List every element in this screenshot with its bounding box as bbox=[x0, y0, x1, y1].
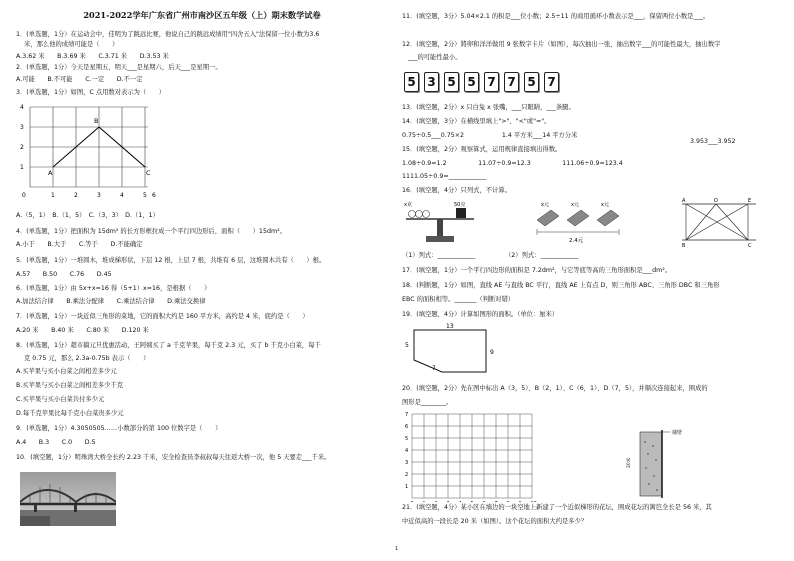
question-8-option-c: C.买苹果与买小白菜共付多少元 bbox=[16, 396, 105, 403]
page-number: 1 bbox=[395, 546, 399, 552]
svg-text:5: 5 bbox=[143, 192, 147, 199]
question-8-cont: 克 0.75 元，那么 2.3a-0.75b 表示（ ） bbox=[24, 355, 150, 362]
question-14-right: 3.953___3.952 bbox=[690, 138, 736, 145]
number-card: 7 bbox=[544, 72, 559, 92]
question-7: 7．(单选题，1分）一块近似三角形的菜地，它的面积大约是 160 平方米，高约是 4 米，底约是（ ） bbox=[16, 313, 309, 320]
svg-text:x克: x克 bbox=[404, 202, 412, 208]
svg-text:6: 6 bbox=[152, 192, 156, 199]
question-15: 15．(填空题，2分）观察算式，运用规律直接填出得数。 bbox=[402, 146, 562, 153]
question-18-cont: EBC 的面积相等。_______（判断对错） bbox=[402, 296, 515, 303]
dimension-label: 5 bbox=[405, 342, 409, 349]
x-tick-label bbox=[507, 501, 510, 502]
grid-figure-q3 bbox=[18, 97, 158, 209]
question-8-option-a: A.买苹果与买小白菜之间相差多少元 bbox=[16, 368, 117, 375]
wall-label: 墙壁 bbox=[672, 430, 683, 436]
question-21-cont: 中近似高的一段长是 20 米（如图）。这个花坛的面积大约是多少？ bbox=[402, 518, 588, 525]
question-20: 20．(填空题，2分）先在图中标出 A（3，5）、B（2，1）、C（6，1）、D（7，5），并顺次连接起来，围成的 bbox=[402, 385, 708, 392]
dimension-label: 13 bbox=[446, 323, 454, 330]
question-5: 5．(单选题，1分）一堆圆木，堆成梯形状，下层 12 根，上层 7 根，共堆有 6 层，这堆圆木共有（ ）根。 bbox=[16, 257, 326, 264]
question-8-option-d: D.每千克苹果比每千克小白菜贵多少元 bbox=[16, 410, 124, 417]
x-tick-label bbox=[411, 501, 414, 502]
question-3: 3．(单选题，1分）如图，C 点用数对表示为（ ） bbox=[16, 89, 166, 96]
svg-text:x元: x元 bbox=[571, 202, 579, 208]
number-card: 3 bbox=[424, 72, 439, 92]
question-16-answer-2: （2）列式：____________ bbox=[505, 252, 579, 259]
question-3-options: A.（5，1） B.（1，5） C.（3，3） D.（1，1） bbox=[16, 212, 159, 219]
point-c-label: C bbox=[748, 243, 752, 248]
svg-text:0: 0 bbox=[22, 192, 26, 199]
svg-text:4: 4 bbox=[120, 192, 124, 199]
x-tick-label bbox=[459, 501, 462, 502]
y-tick-label: 1 bbox=[405, 484, 409, 490]
question-12: 12．(填空题，2分）將卵和洋洋做用 9 张数字卡片（如图），每次抽出一张，抽出数字___的可能性最大，抽出数字 bbox=[402, 41, 721, 48]
x-tick-label bbox=[519, 501, 522, 502]
parallel-triangles-figure bbox=[676, 196, 760, 248]
number-card: 7 bbox=[504, 72, 519, 92]
svg-text:2: 2 bbox=[74, 192, 78, 199]
svg-text:1: 1 bbox=[51, 192, 55, 199]
number-card: 5 bbox=[524, 72, 539, 92]
question-17: 17．(填空题，1分）一个平行四边形的面积是 7.2dm²，与它等底等高的三角形面积是___dm²。 bbox=[402, 267, 672, 274]
svg-text:1: 1 bbox=[20, 164, 24, 171]
svg-text:4: 4 bbox=[20, 104, 24, 111]
question-11: 11．(填空题，3分）5.04×2.1 的积是___位小数；2.5÷11 的商用循环小数表示是___，保留两位小数是___。 bbox=[402, 13, 710, 20]
x-tick-label bbox=[435, 501, 438, 502]
question-18: 18．(判断题，1分）如图，直线 AE 与直线 BC 平行，直线 AE 上有点 D，则三角形 ABC、三角形 DBC 和三角形 bbox=[402, 282, 720, 289]
x-tick-label bbox=[483, 501, 486, 502]
x-tick-label bbox=[423, 501, 426, 502]
point-a-label: A bbox=[682, 198, 686, 204]
question-9: 9．(单选题，1分）4.3050505……小数部分的第 100 位数字是（ ） bbox=[16, 425, 222, 432]
question-8-option-b: B.买苹果与买小白菜之间相差多少千克 bbox=[16, 382, 124, 389]
point-a-label: A bbox=[48, 169, 53, 177]
svg-text:3: 3 bbox=[97, 192, 101, 199]
weight-label: 50克 bbox=[454, 202, 466, 208]
question-14-row: 0.75÷0.5___0.75×2 1.4 平方米___14 平方分米 bbox=[402, 132, 578, 139]
question-10: 10．(填空题，1分）明珠湾大桥全长约 2.23 千米，安全检查员李叔叔每天往返大桥一次，他 5 天要走___千米。 bbox=[16, 454, 331, 461]
number-card: 5 bbox=[404, 72, 419, 92]
question-16: 16．(填空题，4分）只列式，不计算。 bbox=[402, 187, 511, 194]
bridge-photo bbox=[20, 472, 116, 526]
point-b-label: B bbox=[94, 117, 99, 125]
point-b-label: B bbox=[682, 243, 686, 248]
coordinate-grid-q20 bbox=[402, 410, 542, 502]
x-tick-label bbox=[531, 501, 537, 502]
point-d-label: D bbox=[714, 198, 718, 204]
y-tick-label: 4 bbox=[405, 448, 409, 454]
balance-scale-figure bbox=[402, 198, 480, 246]
number-card: 7 bbox=[484, 72, 499, 92]
price-total-label: 2.4元 bbox=[569, 238, 584, 244]
question-6-options: A.加法结合律 B.乘法分配律 C.乘法结合律 D.乘法交换律 bbox=[16, 298, 206, 305]
svg-text:3: 3 bbox=[20, 124, 24, 131]
svg-text:2: 2 bbox=[20, 144, 24, 151]
question-19: 19．(填空题，4分）计算如图形的面积。（单位：厘米） bbox=[402, 311, 559, 318]
y-tick-label: 3 bbox=[405, 460, 409, 466]
question-7-options: A.20 米 B.40 米 C.80 米 D.120 米 bbox=[16, 327, 149, 334]
question-2-options: A.可能 B.不可能 C.一定 D.不一定 bbox=[16, 76, 143, 83]
x-tick-label bbox=[495, 501, 498, 502]
question-1: 1．(单选题，1分）在运动会中，佳明为了跳远比赛，他说自己的跳远成绩用"四舍五入"法保留一位小数为3.6 bbox=[16, 31, 320, 38]
dimension-label: 7 bbox=[432, 365, 436, 372]
question-1-cont: 米，那么他的成绩可能是（ ） bbox=[24, 41, 119, 48]
question-20-cont: 图形是________。 bbox=[402, 399, 453, 406]
question-9-options: A.4 B.3 C.0 D.5 bbox=[16, 439, 96, 446]
y-tick-label: 7 bbox=[405, 412, 409, 418]
y-tick-label: 2 bbox=[405, 472, 409, 478]
question-16-answer-1: （1）列式：____________ bbox=[402, 252, 476, 259]
svg-text:x元: x元 bbox=[541, 202, 549, 208]
question-13: 13．(填空题，2分）x 只白兔 x 张嘴，___只眼睛，___条腿。 bbox=[402, 104, 575, 111]
number-card: 5 bbox=[444, 72, 459, 92]
question-1-options: A.3.62 米 B.3.69 米 C.3.71 米 D.3.53 米 bbox=[16, 53, 169, 60]
question-15-row: 1.08÷0.9=1.2 11.07÷0.9=12.3 111.06÷0.9=123.4 bbox=[402, 160, 623, 167]
question-2: 2．(单选题，1分）今天是星期五，明天___是星期六，后天___是星期一。 bbox=[16, 64, 222, 71]
point-e-label: E bbox=[748, 198, 752, 204]
question-12-cont: ___的可能性最小。 bbox=[408, 54, 462, 61]
x-tick-label bbox=[447, 501, 450, 502]
question-21: 21．(填空题，4分）某小区在墙边的一块空地上新建了一个近似梯形的花坛，围成花坛的篱笆全长是 56 米，其 bbox=[402, 504, 712, 511]
svg-text:20米: 20米 bbox=[627, 457, 632, 468]
point-c-label: C bbox=[146, 169, 151, 177]
page-title: 2021-2022学年广东省广州市南沙区五年级（上）期末数学试卷 bbox=[83, 10, 321, 20]
question-4: 4．(单选题，1分）把面积为 15dm² 的长方形框拉成一个平行四边形后，面积（ ）15dm²。 bbox=[16, 228, 286, 235]
flowerbed-figure bbox=[620, 428, 690, 500]
question-15-row2: 1111.05÷0.9=____________ bbox=[402, 173, 487, 180]
question-5-options: A.57 B.50 C.76 D.45 bbox=[16, 271, 112, 278]
dimension-label: 9 bbox=[490, 349, 494, 356]
y-tick-label: 5 bbox=[405, 436, 409, 442]
books-figure bbox=[533, 198, 625, 248]
x-tick-label bbox=[471, 501, 474, 502]
question-4-options: A.小于 B.大于 C.等于 D.不能确定 bbox=[16, 241, 143, 248]
composite-shape-figure bbox=[402, 320, 502, 380]
question-6: 6．(单选题，1分）由 5x+x=16 得（5+1）x=16，是根据（ ） bbox=[16, 285, 211, 292]
svg-text:x元: x元 bbox=[601, 202, 609, 208]
number-card: 5 bbox=[464, 72, 479, 92]
question-14: 14．(填空题，3分）在横线里填上">"、"<"或"="。 bbox=[402, 118, 551, 125]
question-8: 8．(单选题，1分）超市搞元旦优惠活动，王阿姨买了 a 千克苹果，每千克 2.3 元，买了 b 千克小白菜，每千 bbox=[16, 342, 321, 349]
y-tick-label: 6 bbox=[405, 424, 409, 430]
